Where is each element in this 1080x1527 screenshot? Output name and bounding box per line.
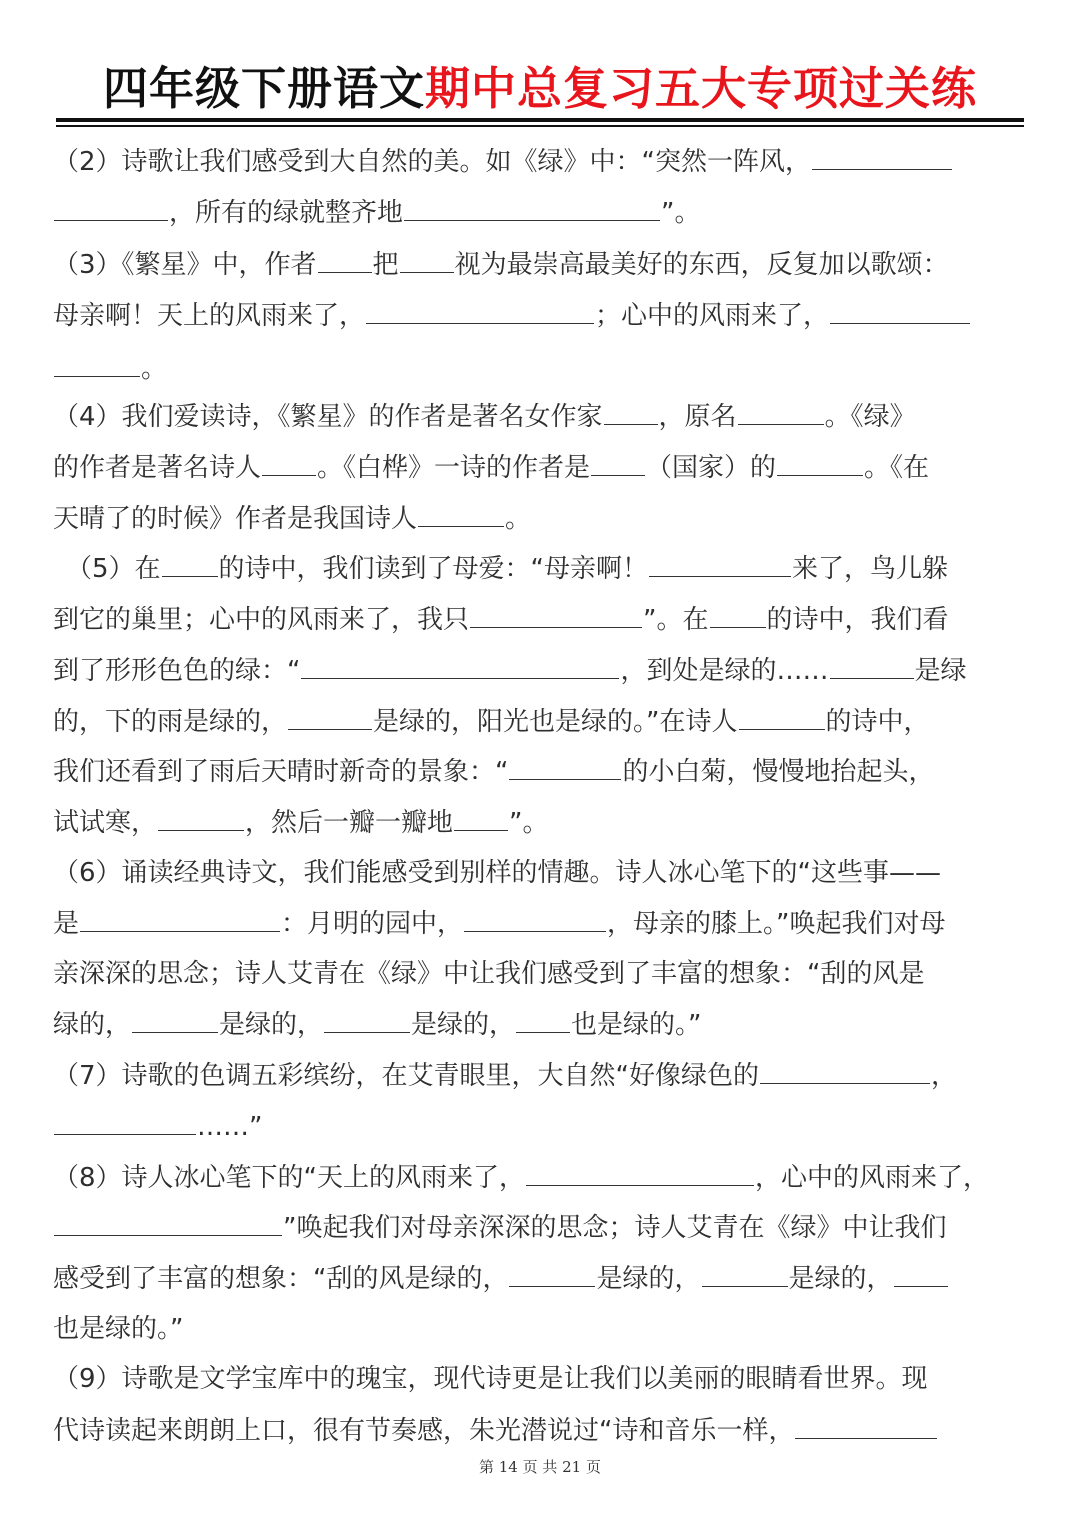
text-line: （9）诗歌是文学宝库中的瑰宝，现代诗更是让我们以美丽的眼睛看世界。现 [53,1364,928,1394]
text-line: 绿的， 是绿的， 是绿的， 也是绿的。” [53,1004,1028,1044]
fill-blank[interactable] [158,802,244,831]
fill-blank[interactable] [509,1258,595,1287]
fill-blank[interactable] [739,701,825,730]
fill-blank[interactable] [812,141,952,170]
fill-blank[interactable] [454,802,508,831]
text-line: ，所有的绿就整齐地 ”。 [53,192,1028,232]
fill-blank[interactable] [404,192,660,221]
fill-blank[interactable] [777,447,863,476]
fill-blank[interactable] [830,295,970,324]
text-line: 我们还看到了雨后天晴时新奇的景象：“ 的小白菊，慢慢地抬起头， [53,751,1028,791]
text-line: 母亲啊！天上的风雨来了， ；心中的风雨来了， [53,295,1028,335]
text-line: 。 [53,348,1028,388]
fill-blank[interactable] [324,1004,410,1033]
text-line: （6）诵读经典诗文，我们能感受到别样的情趣。诗人冰心笔下的“这些事—— [53,858,942,888]
fill-blank[interactable] [301,650,619,679]
fill-blank[interactable] [516,1004,570,1033]
fill-blank[interactable] [591,447,645,476]
fill-blank[interactable] [418,498,504,527]
title-black-part: 四年级下册语文 [102,62,425,115]
text-line: （2）诗歌让我们感受到大自然的美。如《绿》中：“突然一阵风， [53,141,1028,181]
text-line: （5）在 的诗中，我们读到了母爱：“母亲啊！ 来了，鸟儿躲 [66,548,1028,588]
fill-blank[interactable] [288,701,372,730]
text-line: ”唤起我们对母亲深深的思念；诗人艾青在《绿》中让我们 [53,1207,1028,1247]
text-line: 也是绿的。” [53,1314,184,1344]
text-line: （4）我们爱读诗，《繁星》的作者是著名女作家 ，原名 。《绿》 [53,396,1028,436]
text-line: （8）诗人冰心笔下的“天上的风雨来了， ，心中的风雨来了， [53,1157,1028,1197]
fill-blank[interactable] [366,295,594,324]
text-line: 试试寒， ，然后一瓣一瓣地 ”。 [53,802,1028,842]
text-line: 的作者是著名诗人 。《白桦》一诗的作者是 （国家）的 。《在 [53,447,1028,487]
title-rule-thin [56,125,1024,127]
fill-blank[interactable] [702,1258,788,1287]
text-line: 到它的巢里；心中的风雨来了，我只 ”。在 的诗中，我们看 [53,599,1028,639]
fill-blank[interactable] [894,1258,948,1287]
fill-blank[interactable] [738,396,824,425]
fill-blank[interactable] [80,903,280,932]
text-line: ……” [53,1106,1028,1146]
fill-blank[interactable] [54,1207,282,1236]
text-line: 的，下的雨是绿的， 是绿的，阳光也是绿的。”在诗人 的诗中， [53,701,1028,741]
text-line: 是 ：月明的园中， ，母亲的膝上。”唤起我们对母 [53,903,1028,943]
title-rule-thick [56,118,1024,122]
fill-blank[interactable] [132,1004,218,1033]
text-line: 天晴了的时候》作者是我国诗人 。 [53,498,1028,538]
fill-blank[interactable] [604,396,658,425]
title-red-part: 期中总复习五大专项过关练 [425,62,978,115]
fill-blank[interactable] [526,1157,754,1186]
page-footer: 第 14 页 共 21 页 [478,1458,601,1476]
text-line: 感受到了丰富的想象：“刮的风是绿的， 是绿的， 是绿的， [53,1258,1028,1298]
fill-blank[interactable] [509,751,621,780]
fill-blank[interactable] [470,599,642,628]
text-line: 亲深深的思念；诗人艾青在《绿》中让我们感受到了丰富的想象：“刮的风是 [53,959,925,989]
text-line: 到了形形色色的绿：“ ，到处是绿的…… 是绿 [53,650,1028,690]
worksheet-title [0,54,1080,134]
fill-blank[interactable] [830,650,914,679]
fill-blank[interactable] [54,192,168,221]
fill-blank[interactable] [54,348,140,377]
fill-blank[interactable] [400,244,454,273]
fill-blank[interactable] [162,548,218,577]
fill-blank[interactable] [649,548,791,577]
fill-blank[interactable] [795,1410,937,1439]
fill-blank[interactable] [760,1055,930,1084]
fill-blank[interactable] [710,599,766,628]
fill-blank[interactable] [262,447,316,476]
text-line: （3）《繁星》中，作者 把 视为最崇高最美好的东西，反复加以歌颂： [53,244,1028,284]
text-line: （7）诗歌的色调五彩缤纷，在艾青眼里，大自然“好像绿色的 ， [53,1055,1028,1095]
fill-blank[interactable] [318,244,372,273]
fill-blank[interactable] [54,1106,196,1135]
text-line: 代诗读起来朗朗上口，很有节奏感，朱光潜说过“诗和音乐一样， [53,1410,1028,1450]
fill-blank[interactable] [464,903,606,932]
